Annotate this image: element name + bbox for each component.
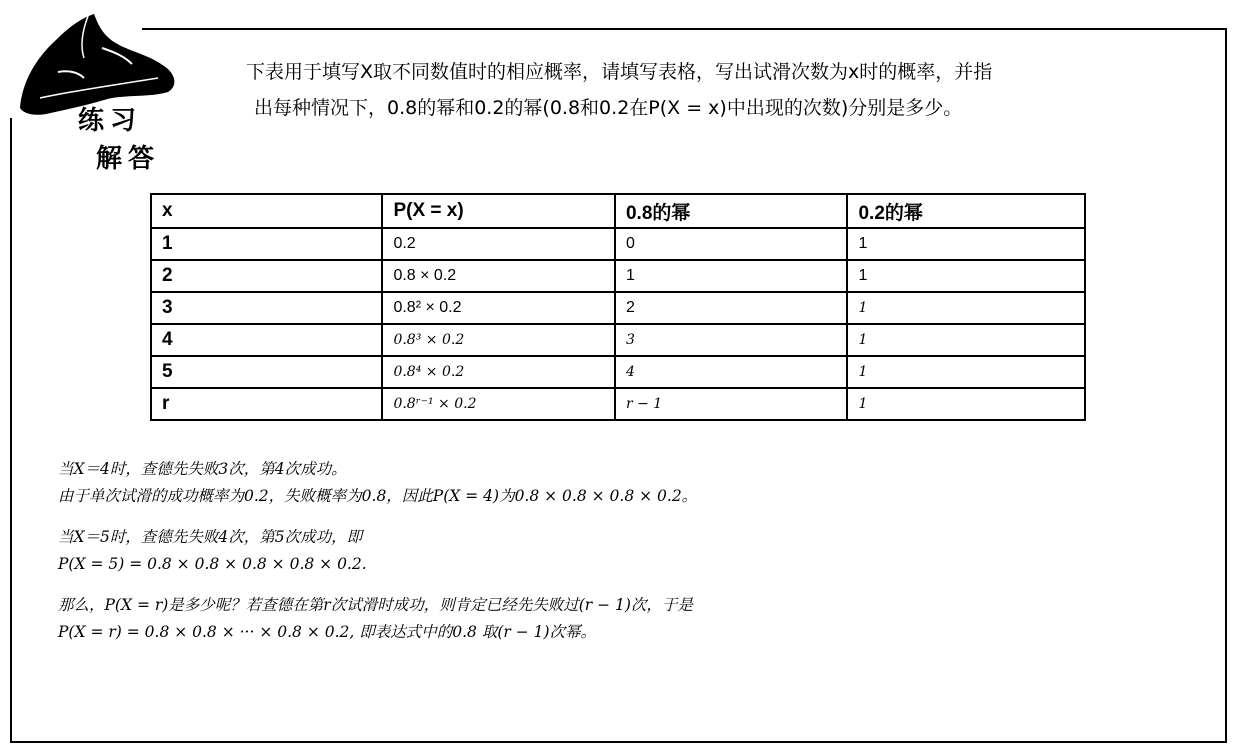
cell-probability: 0.8² × 0.2 — [382, 292, 615, 324]
cell-power-0.8: 3 — [615, 324, 848, 356]
header-probability: P(X = x) — [382, 194, 615, 228]
header-power-0.8: 0.8的幂 — [615, 194, 848, 228]
cell-probability: 0.2 — [382, 228, 615, 260]
cell-power-0.2: 1 — [847, 260, 1085, 292]
table-row — [151, 324, 1085, 356]
cell-probability: 0.8⁴ × 0.2 — [382, 356, 615, 388]
note-line: 当X＝4时，查德先失败3次，第4次成功。 — [58, 460, 347, 478]
cell-power-0.8: 1 — [615, 260, 848, 292]
frame-top-border — [142, 28, 1227, 30]
cell-power-0.2: 1 — [847, 356, 1085, 388]
cell-x: 4 — [151, 324, 382, 356]
header-power-0.2: 0.2的幂 — [847, 194, 1085, 228]
table-row — [151, 388, 1085, 420]
frame-right-border — [1225, 28, 1227, 743]
table-row — [151, 260, 1085, 292]
cell-x: 1 — [151, 228, 382, 260]
cell-power-0.8: 0 — [615, 228, 848, 260]
cell-power-0.2: 1 — [847, 292, 1085, 324]
table-row — [151, 228, 1085, 260]
note-line: 当X＝5时，查德先失败4次，第5次成功，即 — [58, 528, 363, 546]
question-text — [246, 54, 1206, 126]
exercise-answer-badge — [18, 12, 188, 174]
note-line: P(X = r) = 0.8 × 0.8 × ··· × 0.8 × 0.2, 即表达式中的0.8 取(r − 1)次幂。 — [58, 623, 597, 641]
probability-table — [150, 193, 1086, 421]
table-row — [151, 292, 1085, 324]
frame-left-border — [10, 118, 12, 743]
table-row — [151, 356, 1085, 388]
cell-probability: 0.8ʳ⁻¹ × 0.2 — [382, 388, 615, 420]
badge-label-answer: 解答 — [96, 144, 161, 174]
cell-x: 3 — [151, 292, 382, 324]
frame-bottom-border — [10, 741, 1227, 743]
question-line-2: 出每种情况下，0.8的幂和0.2的幂(0.8和0.2在P(X = x)中出现的次数)分别是多少。 — [254, 97, 963, 119]
note-line: P(X = 5) = 0.8 × 0.8 × 0.8 × 0.8 × 0.2. — [58, 555, 367, 573]
note-line: 那么，P(X = r)是多少呢？若查德在第r次试滑时成功，则肯定已经先失败过(r − 1)次，于是 — [58, 596, 693, 614]
cell-probability: 0.8 × 0.2 — [382, 260, 615, 292]
cell-power-0.8: r − 1 — [615, 388, 848, 420]
badge-label-exercise: 练习 — [78, 106, 143, 136]
cell-x: 5 — [151, 356, 382, 388]
table-header-row — [151, 194, 1085, 228]
cell-power-0.2: 1 — [847, 388, 1085, 420]
handwritten-notes — [58, 456, 1198, 646]
header-x: x — [151, 194, 382, 228]
cell-power-0.8: 2 — [615, 292, 848, 324]
note-line: 由于单次试滑的成功概率为0.2，失败概率为0.8，因此P(X = 4)为0.8 × 0.8 × 0.8 × 0.2。 — [58, 487, 698, 505]
cell-x: r — [151, 388, 382, 420]
cell-power-0.2: 1 — [847, 324, 1085, 356]
question-line-1: 下表用于填写X取不同数值时的相应概率，请填写表格，写出试滑次数为x时的概率，并指 — [246, 61, 993, 83]
cell-power-0.2: 1 — [847, 228, 1085, 260]
cell-power-0.8: 4 — [615, 356, 848, 388]
cell-x: 2 — [151, 260, 382, 292]
cell-probability: 0.8³ × 0.2 — [382, 324, 615, 356]
